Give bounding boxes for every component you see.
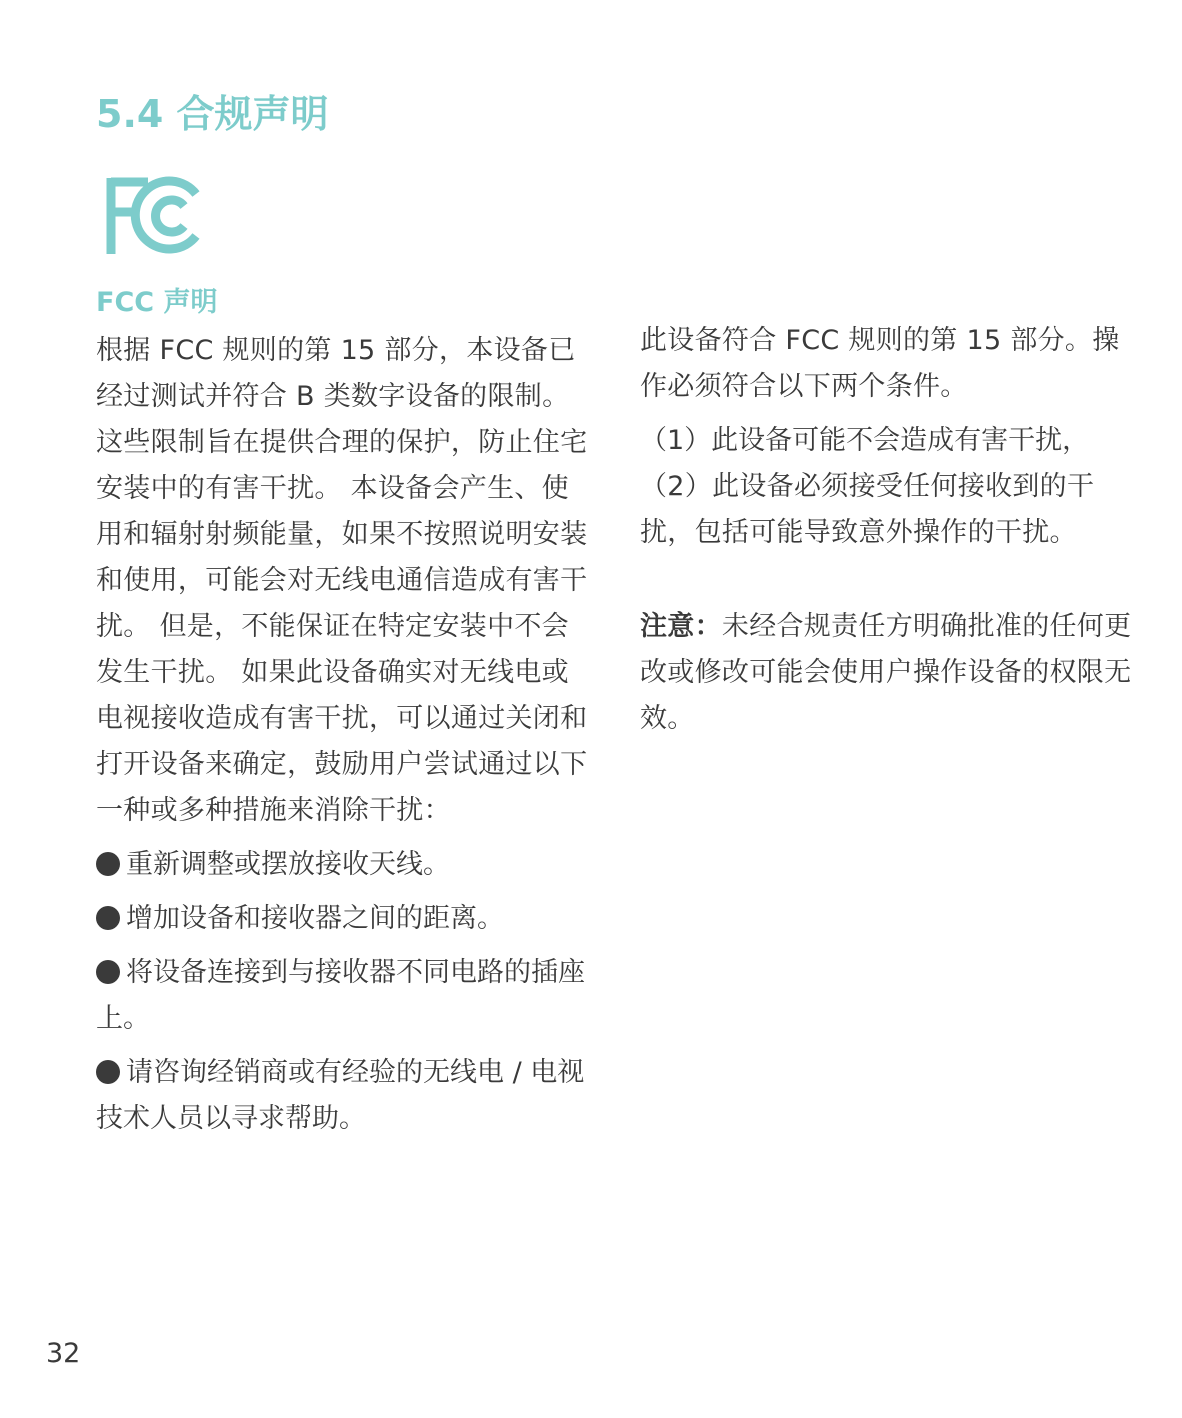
list-item-text: 重新调整或摆放接收天线。 <box>126 849 450 880</box>
note-label: 注意： <box>640 611 722 642</box>
fcc-logo-icon <box>104 174 204 256</box>
page-number: 32 <box>46 1338 81 1369</box>
list-item-text: 增加设备和接收器之间的距离。 <box>126 903 504 934</box>
list-item <box>96 896 596 942</box>
list-item-text: 请咨询经销商或有经验的无线电 / 电视技术人员以寻求帮助。 <box>96 1057 585 1134</box>
list-item <box>96 950 596 1042</box>
condition-item: （1）此设备可能不会造成有害干扰， <box>640 425 1090 456</box>
list-item <box>96 842 596 888</box>
fcc-statement-column <box>96 282 596 1142</box>
section-title: 5.4 合规声明 <box>96 92 329 136</box>
note-text: 未经合规责任方明确批准的任何更改或修改可能会使用户操作设备的权限无效。 <box>640 611 1132 734</box>
bullet-dot-icon <box>96 960 120 984</box>
list-item <box>96 1050 596 1142</box>
compliance-intro: 此设备符合 FCC 规则的第 15 部分。操作必须符合以下两个条件。 <box>640 325 1120 402</box>
bullet-dot-icon <box>96 852 120 876</box>
compliance-note <box>640 604 1140 742</box>
fcc-statement-heading: FCC 声明 <box>96 287 218 318</box>
compliance-column <box>640 318 1140 742</box>
bullet-dot-icon <box>96 906 120 930</box>
bullet-dot-icon <box>96 1060 120 1084</box>
list-item-text: 将设备连接到与接收器不同电路的插座上。 <box>96 957 585 1034</box>
condition-item: （2）此设备必须接受任何接收到的干扰，包括可能导致意外操作的干扰。 <box>640 471 1095 548</box>
fcc-statement-paragraph: 根据 FCC 规则的第 15 部分，本设备已经过测试并符合 B 类数字设备的限制。这些限制旨在提供合理的保护，防止住宅安装中的有害干扰。 本设备会产生、使用和辐射射频能量，如果不按照说明安装和使用，可能会对无线电通信造成有害干扰。 但是，不能保证在特定安装中不会发生干扰。 如果此设备确实对无线电或电视接收造成有害干扰，可以通过关闭和打开设备来确定，鼓励用户尝试通过以下一种或多种措施来消除干扰： <box>96 335 588 826</box>
